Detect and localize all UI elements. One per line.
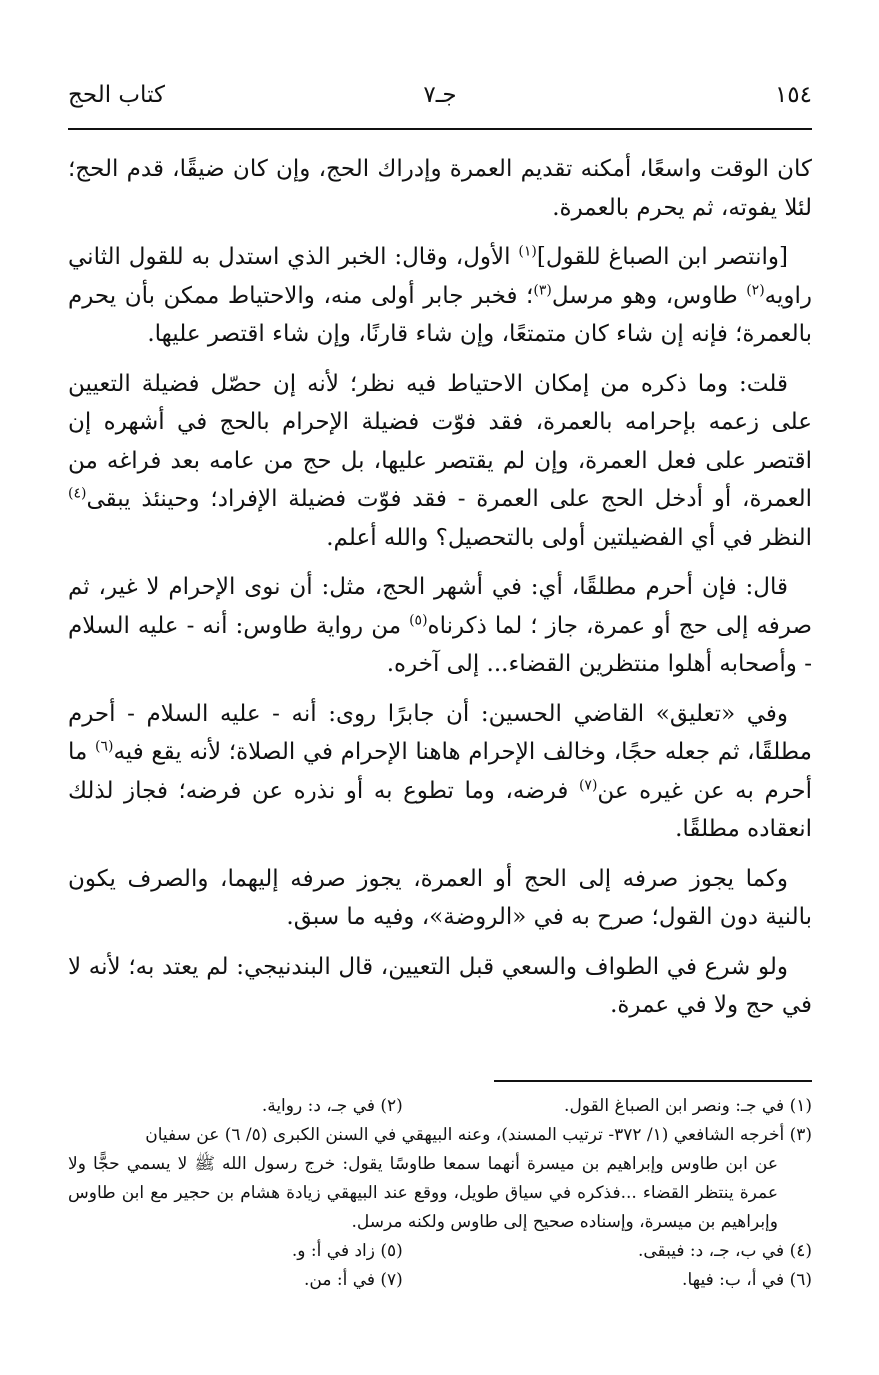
paragraph-6: وكما يجوز صرفه إلى الحج أو العمرة، يجوز صرفه إليهما، والصرف يكون بالنية دون القول؛ صرح به في «الروضة»، وفيه ما سبق. <box>68 865 812 930</box>
footnote-3-continuation: عن ابن طاوس وإبراهيم بن ميسرة أنهما سمعا طاوسًا يقول: خرج رسول الله ﷺ لا يسمي حجًّا ولا عمرة ينتظر القضاء ...فذكره في سياق طويل، ووقع عند البيهقي زيادة هشام بن حجير مع ابن طاوس وإبراهيم بن ميسرة، وإسناده صحيح إلى طاوس ولكنه مرسل. <box>68 1154 778 1232</box>
book-page <box>68 0 812 1375</box>
footnote-ref-6: (٦) <box>94 738 114 755</box>
paragraph-2: [وانتصر ابن الصباغ للقول]$^{(١)}$ الأول، وقال: الخبر الذي استدل به للقول الثاني راويه$^{(٢)}$ طاوس، وهو مرسل$^{(٣)}$؛ فخبر جابر أولى منه، والاحتياط ممكن بأن يحرم بالعمرة؛ فإنه إن شاء كان متمتعًا، وإن شاء قارنًا، وإن شاء اقتصر عليها. <box>68 243 813 347</box>
footnote-6: (٦) في أ، ب: فيها. <box>682 1270 812 1290</box>
footnote-ref-5: (٥) <box>409 611 428 628</box>
footnote-2: (٢) في جـ، د: رواية. <box>261 1096 403 1116</box>
paragraph-4: قال: فإن أحرم مطلقًا، أي: في أشهر الحج، مثل: أن نوى الإحرام لا غير، ثم صرفه إلى حج أو عمرة، جاز ؛ لما ذكرناه$^{(٥)}$ من رواية طاوس: أنه - عليه السلام - وأصحابه أهلوا منتظرين القضاء... إلى آخره. <box>68 574 812 677</box>
footnote-row <box>68 1092 812 1121</box>
paragraph-5: وفي «تعليق» القاضي الحسين: أن جابرًا روى: أنه - عليه السلام - أحرم مطلقًا، ثم جعله حجًا، وخالف الإحرام هاهنا الإحرام في الصلاة؛ لأنه يقع فيه$^{(٦)}$ ما أحرم به عن غيره عن$^{(٧)}$ فرضه، وما تطوع به أو نذره عن فرضه؛ فجاز لذلك انعقاده مطلقًا. <box>68 700 812 842</box>
paragraph-3: قلت: وما ذكره من إمكان الاحتياط فيه نظر؛ لأنه إن حصّل فضيلة التعيين على زعمه بإحرامه بالعمرة، فقد فوّت فضيلة الإحرام بالحج في أشهره إن اقتصر على فعل العمرة، وإن لم يقتصر عليها، بل حج من عامه بعد فراغه من العمرة، أو أدخل الحج على العمرة - فقد فوّت فضيلة الإفراد؛ وحينئذ يبقى$^{(٤)}$ النظر في أي الفضيلتين أولى بالتحصيل؟ والله أعلم. <box>68 370 812 551</box>
volume-label: جـ٧ <box>423 82 457 108</box>
footnote-3: (٣) أخرجه الشافعي (١/ ٣٧٢- ترتيب المسند)، وعنه البيهقي في السنن الكبرى (٥/ ٦) عن سفيان عن ابن طاوس وإبراهيم بن ميسرة أنهما سمعا طاوسًا يقول: خرج رسول الله ﷺ لا يسمي حجًّا ولا عمرة ينتظر القضاء ...فذكره في سياق طويل، ووقع عند البيهقي زيادة هشام بن حجير مع ابن طاوس وإبراهيم بن ميسرة، وإسناده صحيح إلى طاوس ولكنه مرسل. <box>68 1121 812 1237</box>
footnote-1: (١) في جـ: ونصر ابن الصباغ القول. <box>564 1096 812 1116</box>
footnote-4: (٤) في ب، جـ، د: فيبقى. <box>637 1241 812 1261</box>
footnote-7: (٧) في أ: من. <box>303 1270 403 1290</box>
paragraph-1: كان الوقت واسعًا، أمكنه تقديم العمرة وإدراك الحج، وإن كان ضيقًا، قدم الحج؛ لئلا يفوته، ثم يحرم بالعمرة. <box>68 156 812 221</box>
footnote-row <box>68 1237 812 1266</box>
footnote-rule <box>494 1080 812 1082</box>
footnote-row <box>68 1266 812 1295</box>
footnote-ref-4: (٤) <box>68 485 87 502</box>
main-text <box>68 150 812 1036</box>
footnote-5: (٥) زاد في أ: و. <box>291 1241 403 1261</box>
page-header <box>68 82 812 122</box>
footnote-ref-1: (١) <box>518 243 537 260</box>
header-rule <box>68 128 812 130</box>
footnote-ref-3: (٣) <box>533 281 552 298</box>
footnotes <box>68 1092 812 1295</box>
footnote-ref-2: (٢) <box>746 281 765 298</box>
book-title: كتاب الحج <box>68 82 165 108</box>
paragraph-7: ولو شرع في الطواف والسعي قبل التعيين، قال البندنيجي: لم يعتد به؛ لأنه لا في حج ولا في عمرة. <box>68 953 812 1018</box>
footnote-ref-7: (٧) <box>578 776 598 793</box>
page-number: ١٥٤ <box>774 82 812 108</box>
